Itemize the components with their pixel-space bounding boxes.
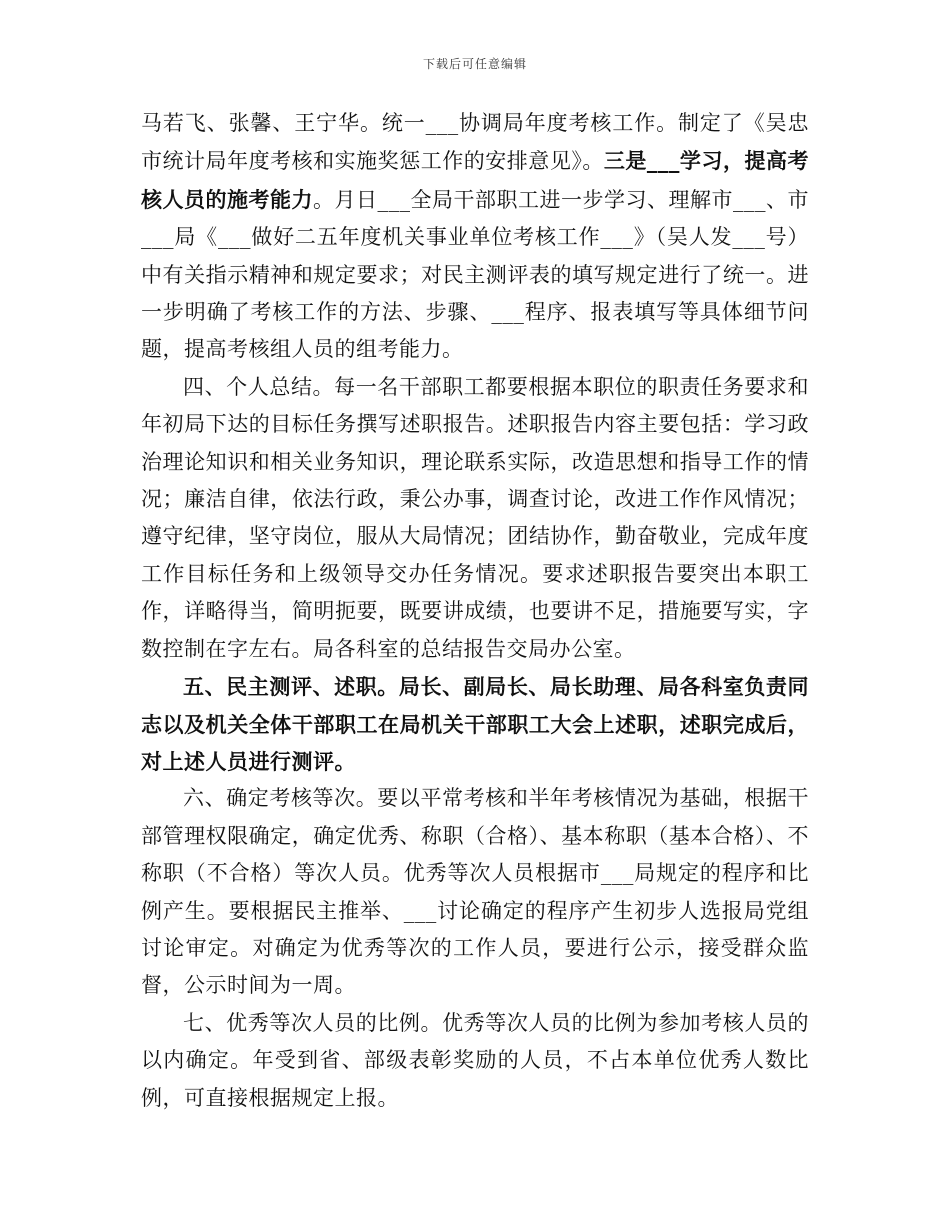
- paragraph-2-text: 四、个人总结。每一名干部职工都要根据本职位的职责任务要求和年初局下达的目标任务撰写述职报告。述职报告内容主要包括：学习政治理论知识和相关业务知识，理论联系实际，改造思想和指导工作的情况；廉洁自律，依法行政，秉公办事，调查讨论，改进工作作风情况；遵守纪律，坚守岗位，服从大局情况；团结协作，勤奋敬业，完成年度工作目标任务和上级领导交办任务情况。要求述职报告要突出本职工作，详略得当，简明扼要，既要讲成绩，也要讲不足，措施要写实，字数控制在字左右。局各科室的总结报告交局办公室。: [141, 374, 809, 661]
- paragraph-1-text-continued: 。月日___全局干部职工进一步学习、理解市___、市___局《___做好二五年度机关事业单位考核工作___》（吴人发___号）中有关指示精神和规定要求；对民主测评表的填写规定进行了统一。进一步明确了考核工作的方法、步骤、___程序、报表填写等具体细节问题，提高考核组人员的组考能力。: [141, 187, 809, 362]
- page-header: 下载后可任意编辑: [422, 57, 527, 71]
- paragraph-4-text: 六、确定考核等次。要以平常考核和半年考核情况为基础，根据干部管理权限确定，确定优秀、称职（合格）、基本称职（基本合格）、不称职（不合格）等次人员。优秀等次人员根据市___局规定的程序和比例产生。要根据民主推举、___讨论确定的程序产生初步人选报局党组讨论审定。对确定为优秀等次的工作人员，要进行公示，接受群众监督，公示时间为一周。: [141, 786, 809, 998]
- paragraph-3: [141, 668, 809, 780]
- paragraph-5: [141, 1005, 809, 1117]
- paragraph-1-bold-text: 三是___学习，提高考核人员的施考能力: [141, 148, 810, 212]
- paragraph-3-text: 五、民主测评、述职。局长、副局长、局长助理、局各科室负责同志以及机关全体干部职工在局机关干部职工大会上述职，述职完成后，对上述人员进行测评。: [141, 674, 809, 774]
- paragraph-2: [141, 369, 809, 668]
- paragraph-1: [141, 105, 809, 369]
- paragraph-5-text: 七、优秀等次人员的比例。优秀等次人员的比例为参加考核人员的以内确定。年受到省、部级表彰奖励的人员，不占本单位优秀人数比例，可直接根据规定上报。: [141, 1010, 809, 1110]
- document-body: [141, 105, 809, 1117]
- paragraph-4: [141, 780, 809, 1004]
- paragraph-1-text: 马若飞、张馨、王宁华。统一___协调局年度考核工作。制定了《吴忠市统计局年度考核和实施奖惩工作的安排意见》。: [141, 111, 809, 174]
